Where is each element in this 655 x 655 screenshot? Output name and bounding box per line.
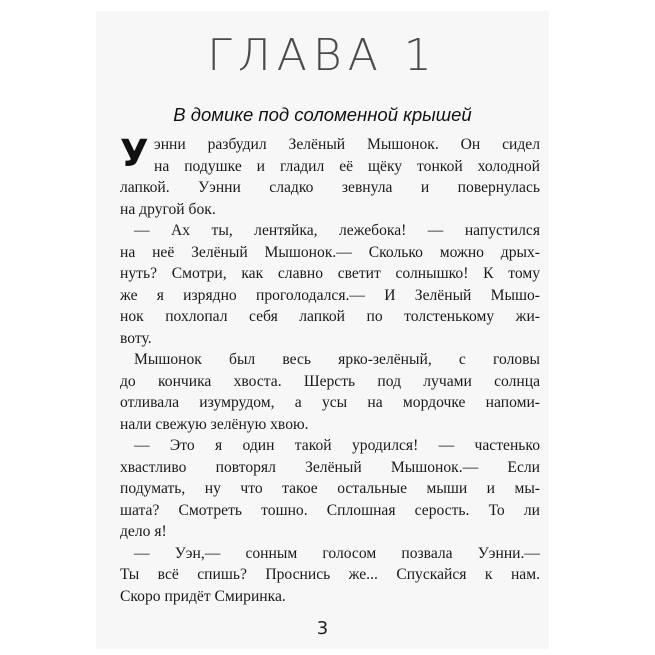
text-line: же я изрядно проголодался.— И Зелёный Мышо- xyxy=(120,286,540,304)
text-line: отливала изумрудом, а усы на мордочке напоми- xyxy=(120,394,540,411)
text-line: Скоро придёт Смиринка. xyxy=(120,587,286,605)
chapter-title: ГЛАВА 1 xyxy=(207,30,438,81)
text-line: нок похлопал себя лапкой по толстенькому жи- xyxy=(120,308,540,325)
text-line: воту. xyxy=(120,329,152,347)
text-line: шата? Смотреть тошно. Сплошная серость. То ли xyxy=(120,501,540,519)
text-line: дело я! xyxy=(120,523,167,540)
text-line: на неё Зелёный Мышонок.— Сколько можно дрых- xyxy=(120,243,540,261)
text-line: — Ах ты, лентяйка, лежебока! — напустился xyxy=(134,222,540,239)
text-line: на другой бок. xyxy=(120,200,216,218)
text-line: подумать, ну что такое остальные мыши и мы- xyxy=(120,480,540,497)
text-line: Мышонок был весь ярко-зелёный, с головы xyxy=(134,351,540,368)
body-text xyxy=(120,134,540,607)
book-page xyxy=(97,12,548,648)
text-line: — Это я один такой уродился! — частенько xyxy=(134,437,540,454)
text-line: — Уэн,— сонным голосом позвала Уэнни.— xyxy=(134,544,540,562)
text-line: хвастливо повторял Зелёный Мышонок.— Если xyxy=(120,458,540,476)
page-number: 3 xyxy=(316,618,329,639)
text-line: нуть? Смотри, как славно светит солнышко! К тому xyxy=(120,265,540,282)
text-line: нали свежую зелёную хвою. xyxy=(120,415,309,433)
text-line: лапкой. Уэнни сладко зевнула и повернулась xyxy=(120,179,540,196)
text-line: Ты всё спишь? Проснись же... Спускайся к нам. xyxy=(120,566,540,583)
chapter-subtitle: В домике под соломенной крышей xyxy=(173,104,472,125)
drop-cap: У xyxy=(120,132,149,175)
text-line: до кончика хвоста. Шерсть под лучами солнца xyxy=(120,372,540,390)
text-line: на подушке и гладил её щёку тонкой холодной xyxy=(154,157,540,175)
text-line: энни разбудил Зелёный Мышонок. Он сидел xyxy=(154,136,540,153)
